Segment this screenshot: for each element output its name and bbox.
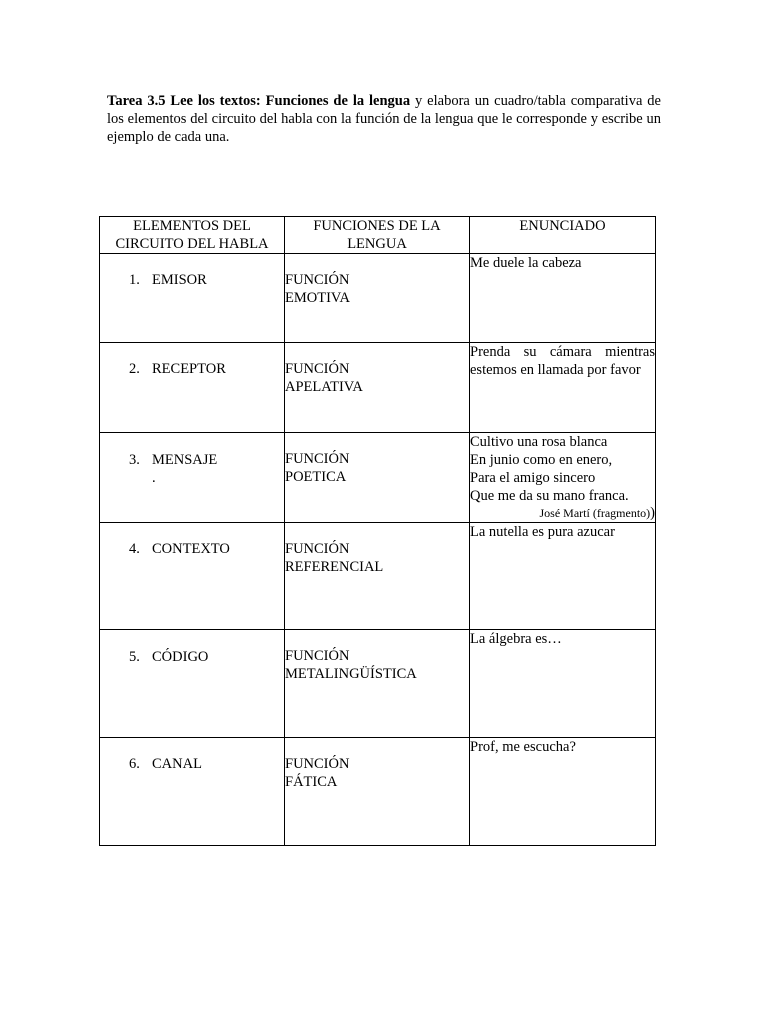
function-label: FUNCIÓN — [285, 756, 350, 772]
row-number: 4. — [129, 541, 140, 557]
row-number: 3. — [129, 452, 140, 468]
function-label: FUNCIÓN — [285, 648, 350, 664]
row-number: 6. — [129, 756, 140, 772]
enunciado-text: Me duele la cabeza — [470, 255, 582, 271]
row-number: 1. — [129, 272, 140, 288]
task-instructions — [107, 92, 661, 146]
task-title: Tarea 3.5 Lee los textos: Funciones de la lengua — [107, 93, 411, 109]
row-number: 5. — [129, 649, 140, 665]
function-name: FÁTICA — [285, 774, 338, 790]
element-cell — [100, 433, 285, 523]
table-row — [100, 433, 656, 523]
element-dot: . — [152, 470, 156, 486]
function-name: POETICA — [285, 469, 347, 485]
enunciado-cell — [470, 738, 656, 846]
enunciado-text: Prof, me escucha? — [470, 739, 576, 755]
element-name: RECEPTOR — [152, 361, 226, 377]
function-cell — [285, 738, 470, 846]
function-name: REFERENCIAL — [285, 559, 384, 575]
element-cell — [100, 630, 285, 738]
function-cell — [285, 254, 470, 343]
enunciado-cell — [470, 523, 656, 630]
function-cell — [285, 523, 470, 630]
enunciado-text: Prenda su cámara mientras estemos en llamada por favor — [470, 344, 655, 378]
comparison-table — [99, 216, 656, 846]
function-name: METALINGÜÍSTICA — [285, 666, 417, 682]
function-cell — [285, 433, 470, 523]
table-row — [100, 630, 656, 738]
enunciado-cell — [470, 433, 656, 523]
poem-line: Cultivo una rosa blanca — [470, 434, 608, 450]
enunciado-text: La nutella es pura azucar — [470, 524, 615, 540]
header-enunciado: ENUNCIADO — [470, 217, 656, 254]
poem-line: Para el amigo sincero — [470, 470, 596, 486]
header-row — [100, 217, 656, 254]
table-row — [100, 343, 656, 433]
enunciado-text: La álgebra es… — [470, 631, 562, 647]
row-number: 2. — [129, 361, 140, 377]
element-cell — [100, 523, 285, 630]
table-row — [100, 523, 656, 630]
element-name: CONTEXTO — [152, 541, 230, 557]
function-label: FUNCIÓN — [285, 361, 350, 377]
poem-author — [470, 505, 655, 521]
enunciado-cell — [470, 630, 656, 738]
table-row — [100, 738, 656, 846]
element-name: MENSAJE — [152, 452, 218, 468]
element-name: CANAL — [152, 756, 202, 772]
table-row — [100, 254, 656, 343]
function-cell — [285, 343, 470, 433]
poem-line: Que me da su mano franca. — [470, 488, 629, 504]
task-description: y elabora un cuadro/tabla comparativa de los elementos del circuito del habla con la función de la lengua que le corresponde y escribe un ejemplo de cada una. — [107, 93, 661, 145]
enunciado-cell — [470, 343, 656, 433]
header-elements: ELEMENTOS DEL CIRCUITO DEL HABLA — [100, 217, 285, 254]
enunciado-cell — [470, 254, 656, 343]
header-functions: FUNCIONES DE LA LENGUA — [285, 217, 470, 254]
poem-author-name: José Martí (fragmento) — [539, 506, 651, 520]
function-cell — [285, 630, 470, 738]
element-name: EMISOR — [152, 272, 207, 288]
function-label: FUNCIÓN — [285, 272, 350, 288]
function-label: FUNCIÓN — [285, 541, 350, 557]
element-cell — [100, 343, 285, 433]
function-label: FUNCIÓN — [285, 451, 350, 467]
poem-line: En junio como en enero, — [470, 452, 613, 468]
element-cell — [100, 738, 285, 846]
element-cell — [100, 254, 285, 343]
function-name: EMOTIVA — [285, 290, 350, 306]
poem-author-paren: ) — [650, 505, 655, 521]
element-name: CÓDIGO — [152, 649, 209, 665]
function-name: APELATIVA — [285, 379, 363, 395]
